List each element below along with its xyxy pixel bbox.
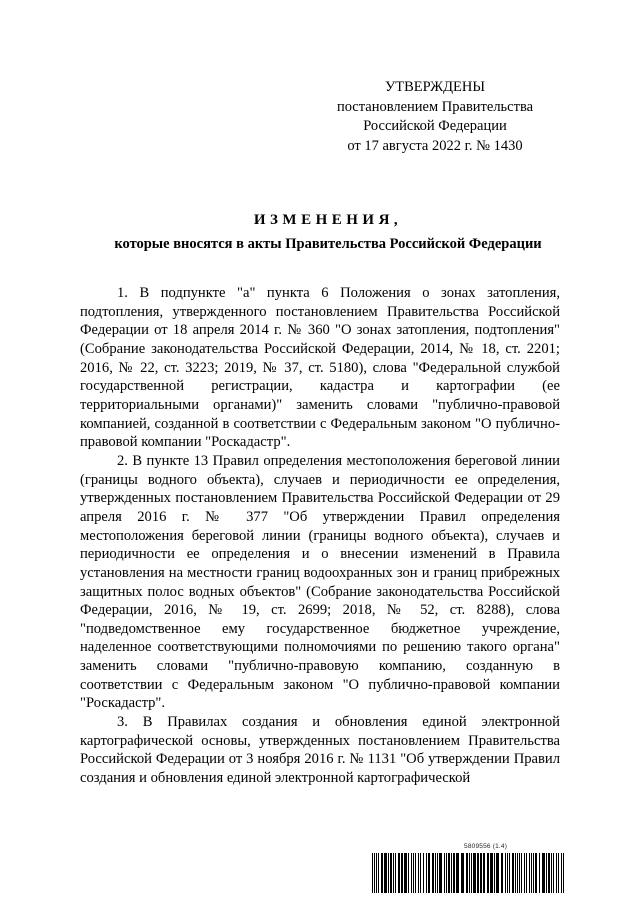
barcode-bar [548,853,550,893]
barcode-bar [415,853,416,893]
barcode-bar [471,853,472,893]
barcode-bar [372,853,373,893]
paragraph-3: 3. В Правилах создания и обновления единой электронной картографической основы, утвержденных постановлением Правительства Российской Федерации от 3 ноября 2016 г. № 1131 "Об утверждении Правил создания и обновления единой электронной картографической [80,714,560,787]
barcode-bar [521,853,522,893]
barcode-bar [496,853,499,893]
paragraph-2: 2. В пункте 13 Правил определения местоположения береговой линии (границы водного объекта), случаев и периодичности ее определения, утвержденных постановлением Правительства Российской Федерации от 29 апреля 2016 г. № 377 "Об утверждении Правил определения местоположения береговой линии (границы водного объекта), случаев и периодичности ее определения и о внесении изменений в Правила установления на местности границ водоохранных зон и границ прибрежных защитных полос водных объектов" (Собрание законодательства Российской Федерации, 2016, № 19, ст. 2699; 2018, № 52, ст. 8288), слова "подведомственное ему государственное бюджетное учреждение, наделенное соответствующими полномочиями по решению такого органа" заменить словами "публично-правовую компанию, созданную в соответствии с Федеральным законом "О публично-правовой компании "Роскадастр". [80,452,560,712]
barcode-bar [512,853,514,893]
barcode-bar [381,853,383,893]
barcode-bar [451,853,452,893]
barcode-bar [448,853,450,893]
barcode-bar [446,853,447,893]
barcode-bar [411,853,412,893]
barcode-bars-icon [372,853,564,893]
barcode-bar [553,853,554,893]
barcode-bar [461,853,464,893]
approval-block [310,78,560,156]
barcode-bar [395,853,396,893]
barcode-bar [404,853,407,893]
barcode-bar [453,853,455,893]
barcode-bar [501,853,503,893]
barcode-bar [384,853,387,893]
barcode-bar [531,853,532,893]
paragraph-1: 1. В подпункте "а" пункта 6 Положения о зонах затопления, подтопления, утвержденного постановлением Правительства Российской Федерации от 18 апреля 2014 г. № 360 "О зонах затопления, подтопления" (Собрание законодательства Российской Федерации, 2014, № 18, ст. 2201; 2016, № 22, ст. 3223; 2019, № 37, ст. 5180), слова "Федеральной службой государственной регистрации, кадастра и картографии (ее территориальными органами)" заменить словами "публично-правовой компанией, созданной в соответствии с Федеральным законом "О публично-правовой компании "Роскадастр". [80,285,560,451]
barcode-bar [469,853,470,893]
barcode-bar [551,853,552,893]
barcode-number: 5809556 (1.4) [464,843,508,850]
barcode-bar [539,853,540,893]
barcode-bar [444,853,445,893]
barcode-bar [428,853,430,893]
barcode-bar [529,853,530,893]
barcode-bar [473,853,476,893]
barcode-bar [494,853,495,893]
barcode-bar [376,853,377,893]
barcode-bar [561,853,562,893]
barcode-bar [507,853,508,893]
document-body [80,284,560,788]
approval-heading: УТВЕРЖДЕНЫ [384,79,486,95]
barcode-bar [477,853,479,893]
document-subtitle: которые вносятся в акты Правительства Российской Федерации [114,236,542,252]
barcode-bar [526,853,527,893]
barcode-bar [426,853,427,893]
barcode-bar [378,853,379,893]
barcode-bar [432,853,434,893]
barcode-bar [515,853,516,893]
barcode-bar [390,853,392,893]
barcode-bar [435,853,436,893]
barcode-bar [423,853,424,893]
barcode-bar [388,853,389,893]
barcode-bar [398,853,400,893]
barcode-bar [374,853,375,893]
barcode-bar [490,853,493,893]
approval-line-federation: Российской Федерации [363,118,507,134]
document-title: ИЗМЕНЕНИЯ, [253,212,403,228]
barcode-bar [437,853,438,893]
barcode-bar [509,853,510,893]
barcode-bar [524,853,525,893]
barcode-bar [519,853,520,893]
barcode-bar [413,853,414,893]
barcode-bar [420,853,421,893]
barcode-bar [563,853,564,893]
barcode-bar [542,853,545,893]
barcode-bar [546,853,547,893]
barcode-bar [483,853,485,893]
barcode-bar [393,853,394,893]
barcode-bar [480,853,482,893]
barcode-bar [466,853,468,893]
barcode [372,843,564,895]
barcode-bar [517,853,518,893]
barcode-bar [487,853,489,893]
barcode-bar [456,853,459,893]
barcode-bar [535,853,537,893]
barcode-bar [558,853,559,893]
barcode-bar [556,853,557,893]
barcode-bar [401,853,403,893]
approval-line-date: от 17 августа 2022 г. № 1430 [347,137,523,154]
approval-line-decree: постановлением Правительства [336,98,534,115]
barcode-bar [418,853,419,893]
barcode-bar [408,853,409,893]
barcode-bar [439,853,442,893]
barcode-bar [505,853,506,893]
barcode-bar [533,853,534,893]
